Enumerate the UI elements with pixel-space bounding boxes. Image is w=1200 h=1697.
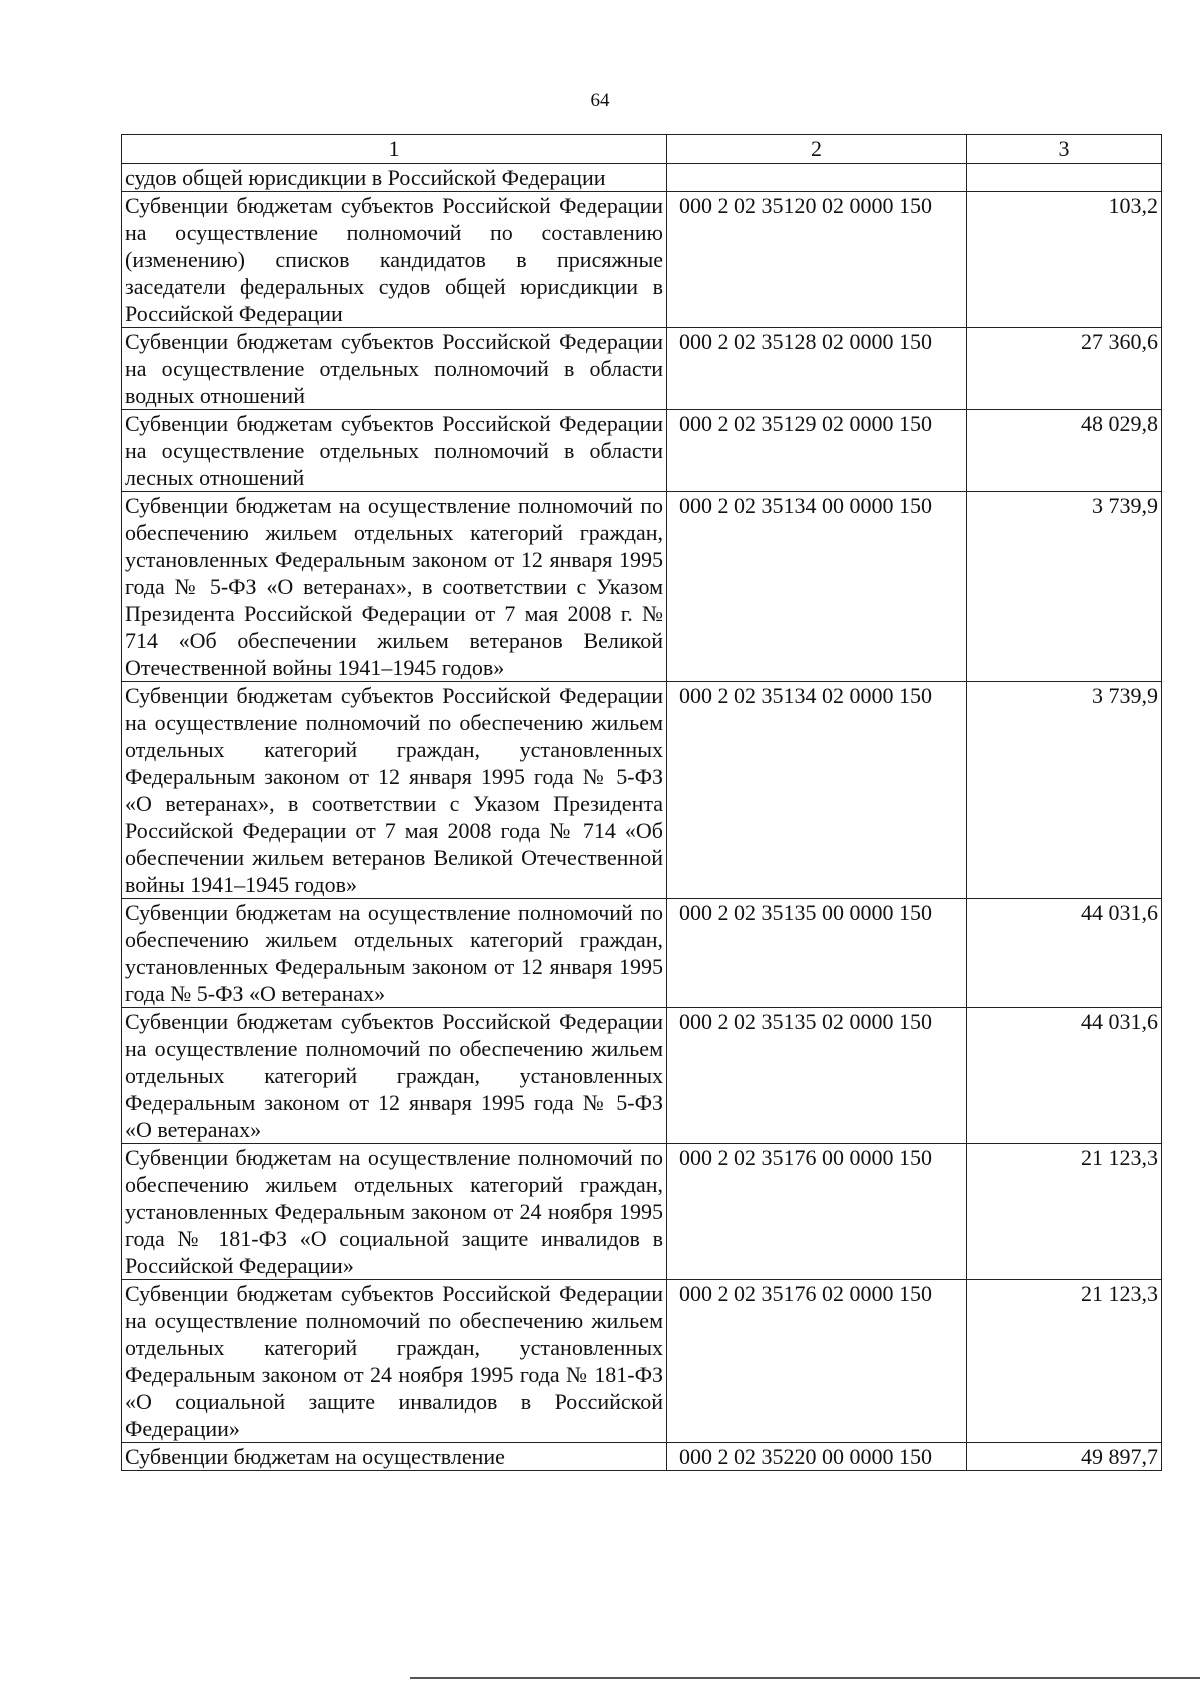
row-amount: 27 360,6	[967, 328, 1162, 410]
row-name: Субвенции бюджетам на осуществление полномочий по обеспечению жильем отдельных категорий граждан, установленных Федеральным законом от 24 ноября 1995 года № 181-ФЗ «О социальной защите инвалидов в Российской Федерации»	[122, 1144, 667, 1280]
column-header-2: 2	[667, 135, 967, 164]
row-amount: 48 029,8	[967, 410, 1162, 492]
table-row	[122, 410, 1162, 492]
row-name: Субвенции бюджетам на осуществление полномочий по обеспечению жильем отдельных категорий граждан, установленных Федеральным законом от 12 января 1995 года № 5-ФЗ «О ветеранах», в соответствии с Указом Президента Российской Федерации от 7 мая 2008 г. № 714 «Об обеспечении жильем ветеранов Великой Отечественной войны 1941–1945 годов»	[122, 492, 667, 682]
row-code: 000 2 02 35176 00 0000 150	[667, 1144, 967, 1280]
table-row	[122, 1443, 1162, 1471]
row-name: Субвенции бюджетам субъектов Российской Федерации на осуществление полномочий по обеспечению жильем отдельных категорий граждан, установленных Федеральным законом от 12 января 1995 года № 5-ФЗ «О ветеранах», в соответствии с Указом Президента Российской Федерации от 7 мая 2008 года № 714 «Об обеспечении жильем ветеранов Великой Отечественной войны 1941–1945 годов»	[122, 682, 667, 899]
row-amount: 49 897,7	[967, 1443, 1162, 1471]
table-row	[122, 192, 1162, 328]
row-code: 000 2 02 35135 00 0000 150	[667, 899, 967, 1008]
table-row	[122, 1280, 1162, 1443]
table-row	[122, 682, 1162, 899]
row-amount: 103,2	[967, 192, 1162, 328]
row-amount: 3 739,9	[967, 682, 1162, 899]
budget-table	[121, 134, 1162, 1471]
table-row	[122, 1144, 1162, 1280]
row-name: судов общей юрисдикции в Российской Федерации	[122, 164, 667, 192]
row-amount: 44 031,6	[967, 1008, 1162, 1144]
row-name: Субвенции бюджетам субъектов Российской Федерации на осуществление полномочий по обеспечению жильем отдельных категорий граждан, установленных Федеральным законом от 12 января 1995 года № 5-ФЗ «О ветеранах»	[122, 1008, 667, 1144]
row-name: Субвенции бюджетам субъектов Российской Федерации на осуществление отдельных полномочий в области водных отношений	[122, 328, 667, 410]
row-name: Субвенции бюджетам субъектов Российской Федерации на осуществление полномочий по обеспечению жильем отдельных категорий граждан, установленных Федеральным законом от 24 ноября 1995 года № 181-ФЗ «О социальной защите инвалидов в Российской Федерации»	[122, 1280, 667, 1443]
row-amount	[967, 164, 1162, 192]
table-header-row	[122, 135, 1162, 164]
row-code: 000 2 02 35220 00 0000 150	[667, 1443, 967, 1471]
row-amount: 21 123,3	[967, 1280, 1162, 1443]
row-code: 000 2 02 35129 02 0000 150	[667, 410, 967, 492]
row-name: Субвенции бюджетам на осуществление полномочий по обеспечению жильем отдельных категорий граждан, установленных Федеральным законом от 12 января 1995 года № 5-ФЗ «О ветеранах»	[122, 899, 667, 1008]
row-code: 000 2 02 35176 02 0000 150	[667, 1280, 967, 1443]
row-code: 000 2 02 35120 02 0000 150	[667, 192, 967, 328]
table-row	[122, 899, 1162, 1008]
row-amount: 21 123,3	[967, 1144, 1162, 1280]
row-code: 000 2 02 35134 02 0000 150	[667, 682, 967, 899]
row-name: Субвенции бюджетам субъектов Российской Федерации на осуществление полномочий по составлению (изменению) списков кандидатов в присяжные заседатели федеральных судов общей юрисдикции в Российской Федерации	[122, 192, 667, 328]
row-amount: 44 031,6	[967, 899, 1162, 1008]
row-code: 000 2 02 35134 00 0000 150	[667, 492, 967, 682]
page-number: 64	[590, 90, 610, 111]
row-code	[667, 164, 967, 192]
scan-edge-line	[410, 1677, 1200, 1679]
row-amount: 3 739,9	[967, 492, 1162, 682]
row-code: 000 2 02 35128 02 0000 150	[667, 328, 967, 410]
table-row	[122, 328, 1162, 410]
row-name: Субвенции бюджетам на осуществление	[122, 1443, 667, 1471]
column-header-1: 1	[122, 135, 667, 164]
row-code: 000 2 02 35135 02 0000 150	[667, 1008, 967, 1144]
table-row	[122, 1008, 1162, 1144]
table-row	[122, 164, 1162, 192]
column-header-3: 3	[967, 135, 1162, 164]
table-row	[122, 492, 1162, 682]
row-name: Субвенции бюджетам субъектов Российской Федерации на осуществление отдельных полномочий в области лесных отношений	[122, 410, 667, 492]
